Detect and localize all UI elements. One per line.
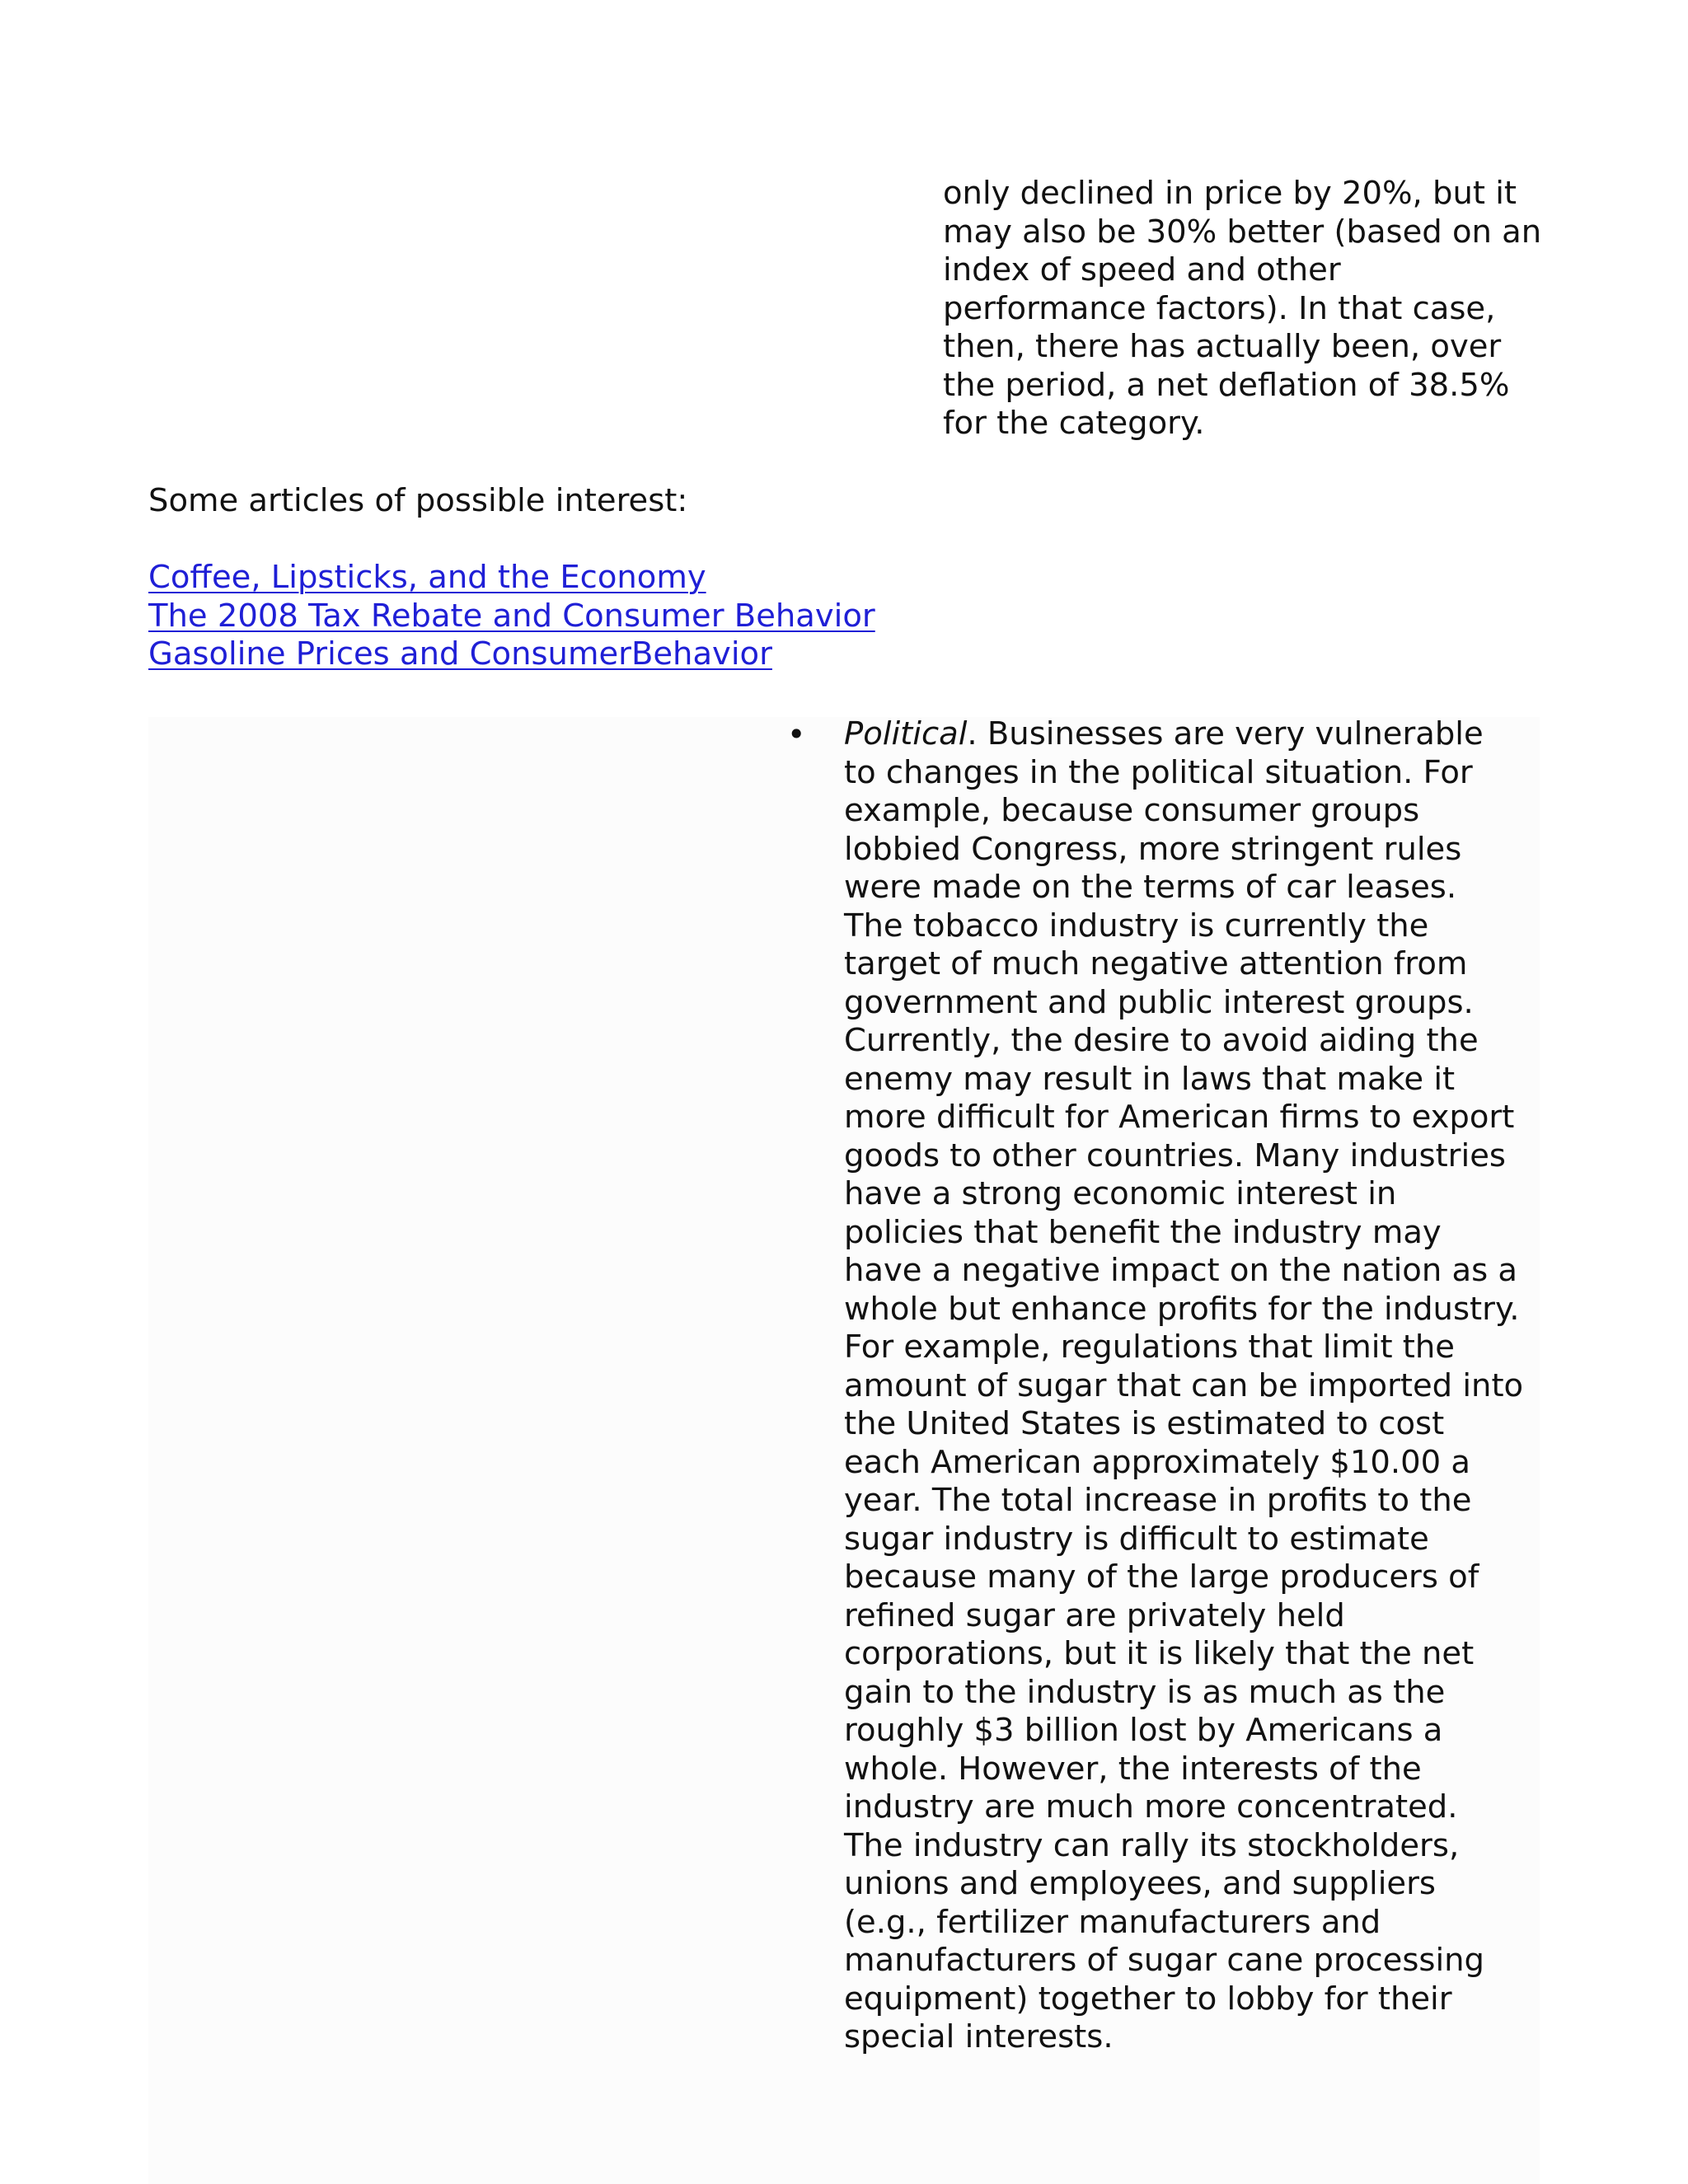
bullet-icon: • bbox=[787, 716, 806, 752]
political-paragraph bbox=[844, 715, 1525, 2057]
article-link-coffee-lipsticks[interactable]: Coffee, Lipsticks, and the Economy bbox=[148, 559, 706, 596]
political-body: . Businesses are very vulnerable to changes in the political situation. For example, because consumer groups lobbied Congress, more stringent rules were made on the terms of car leases. The tobacco industry is currently the target of much negative attention from government and public interest groups. Currently, the desire to avoid aiding the enemy may result in laws that make it more difficult for American firms to export goods to other countries. Many industries have a strong economic interest in policies that benefit the industry may have a negative impact on the nation as a whole but enhance profits for the industry. For example, regulations that limit the amount of sugar that can be imported into the United States is estimated to cost each American approximately $10.00 a year. The total increase in profits to the sugar industry is difficult to estimate because many of the large producers of refined sugar are privately held corporations, but it is likely that the net gain to the industry is as much as the roughly $3 billion lost by Americans a whole. However, the interests of the industry are much more concentrated. The industry can rally its stockholders, unions and employees, and suppliers (e.g., fertilizer manufacturers and manufacturers of sugar cane processing equipment) together to lobby for their special interests. bbox=[844, 715, 1524, 2055]
article-link-tax-rebate[interactable]: The 2008 Tax Rebate and Consumer Behavior bbox=[148, 597, 875, 635]
political-term: Political bbox=[844, 715, 968, 752]
article-links-list bbox=[148, 559, 890, 674]
article-link-gasoline-prices[interactable]: Gasoline Prices and ConsumerBehavior bbox=[148, 635, 772, 673]
continuation-paragraph: only declined in price by 20%, but it may also be 30% better (based on an index of speed and other performance factors). In that case, then, there has actually been, over the period, a net deflation of 38.5% for the category. bbox=[943, 175, 1542, 442]
articles-heading: Some articles of possible interest: bbox=[148, 482, 688, 519]
